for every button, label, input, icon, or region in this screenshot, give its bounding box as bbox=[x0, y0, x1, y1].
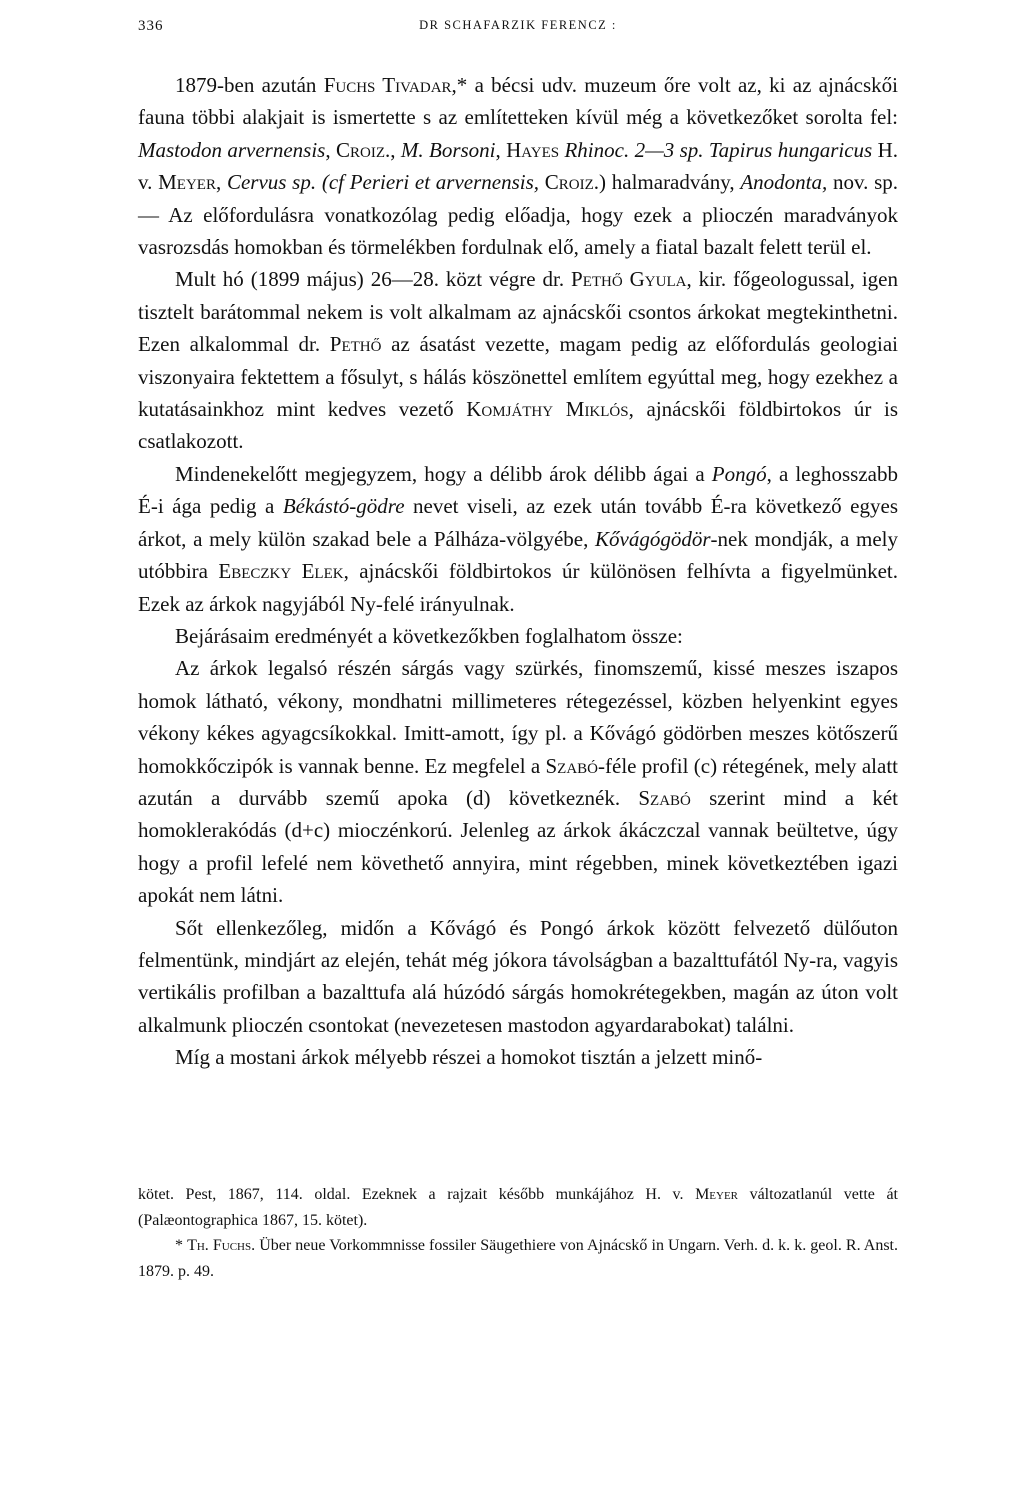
text-run: ,* a bécsi udv. muzeum őre volt az, ki az ajnácskői fauna többi alakjait is ismertette s az említetteken kívül még a következőket sorolta fel: bbox=[138, 73, 898, 130]
text-run: Mindenekelőtt megjegyzem, hogy a délibb árok délibb ágai a bbox=[175, 461, 712, 486]
text-run: 1879-ben azután bbox=[175, 73, 324, 97]
place-name: Kővágógödör bbox=[595, 526, 711, 551]
author-name: Szabó bbox=[545, 753, 599, 778]
place-name: Pongó bbox=[711, 461, 767, 486]
paragraph-2 bbox=[138, 263, 898, 457]
text-run: , bbox=[215, 170, 227, 195]
text-run: -féle profil (c) rétegének, mely alatt azután a durvább szemű apoka (d) következnék. bbox=[138, 753, 899, 810]
author-name: Szabó bbox=[638, 785, 691, 810]
author-name: Pethő Gyula bbox=[571, 267, 687, 292]
text-run: , bbox=[495, 137, 507, 162]
author-name: Fuchs Tivadar bbox=[323, 73, 452, 97]
author-name: Croiz bbox=[335, 137, 385, 162]
text-run: , bbox=[325, 137, 336, 162]
author-name: Meyer bbox=[695, 1186, 739, 1203]
author-name: Komjáthy Miklós bbox=[466, 397, 629, 422]
taxon-name: Rhinoc. 2—3 sp. Tapirus hungaricus bbox=[564, 137, 873, 162]
taxon-name: Cervus sp. (cf Perieri et arvernensis, bbox=[226, 170, 540, 195]
text-run: .) halmaradvány, bbox=[593, 170, 741, 195]
text-run: Az árkok legalsó részén sárgás vagy szürkés, finomszemű, kissé meszes iszapos homok látható, vékony, mondhatni millimeteres rétegezéssel, közben helyenkint egyes vékony kékes agyagcsíkokkal. Imitt-amott, így pl. a Kővágó gödörben meszes kötőszerű homokkőczipók is vannak benne. Ez megfelel a bbox=[138, 656, 898, 778]
text-run: ., bbox=[385, 137, 401, 162]
text-run: az ásatást vezette, magam pedig az előfordulás geologiai viszonyaira fektettem a fősulyt, s hálás köszönettel említem egyúttal meg, hogy ezekhez a kutatásainkhoz mint kedves vezető bbox=[138, 332, 898, 422]
author-name: Meyer bbox=[158, 170, 216, 195]
author-name: Croiz bbox=[544, 170, 594, 195]
page-header bbox=[138, 18, 898, 44]
paragraph-1 bbox=[138, 69, 898, 263]
author-name: Ebeczky Elek bbox=[218, 559, 344, 584]
text-run: , kir. főgeologussal, igen tisztelt barátommal nekem is volt alkalmam az ajnácskői csontos árkokat megtekinthetni. Ezen alkalommal dr. bbox=[138, 267, 898, 357]
footnote-continuation bbox=[138, 1182, 898, 1233]
paragraph-4: Bejárásaim eredményét a következőkben foglalhatom össze: bbox=[175, 623, 683, 648]
author-name: Pethő bbox=[329, 332, 382, 357]
text-run: változatlanúl vette át (Palæontographica 1867, 15. kötet). bbox=[138, 1186, 898, 1229]
text-run: nov. sp. — Az előfordulásra vonatkozólag pedig előadja, hogy ezek a plioczén maradványok vasrozsdás homokban és törmelékben fordulnak elő, amely a fiatal bazalt felett terül el. bbox=[138, 170, 898, 260]
footnote-marker: * bbox=[175, 1237, 188, 1254]
footnote-star bbox=[138, 1233, 898, 1284]
text-run: Mult hó (1899 május) 26—28. közt végre dr. bbox=[175, 267, 572, 292]
text-run: , ajnácskői földbirtokos úr is csatlakozott. bbox=[138, 397, 899, 454]
text-run: szerint mind a két homoklerakódás (d+c) mioczénkorú. Jelenleg az árkok ákáczczal vannak beültetve, úgy hogy a profil lefelé nem követhető annyira, mint régebben, minek következtében igazi apokát nem látni. bbox=[138, 785, 899, 908]
paragraph-3 bbox=[138, 458, 898, 620]
text-run: , a leghosszabb É-i ága pedig a bbox=[138, 461, 898, 519]
text-run: , ajnácskői földbirtokos úr különösen felhívta a figyelmünket. Ezek az árkok nagyjából Ny-felé irányulnak. bbox=[138, 559, 898, 616]
taxon-name: Anodonta, bbox=[740, 170, 828, 195]
text-run: kötet. Pest, 1867, 114. oldal. Ezeknek a rajzait később munkájához H. v. bbox=[138, 1186, 696, 1203]
text-run: -nek mondják, a mely utóbbira bbox=[138, 526, 898, 584]
paragraph-7: Míg a mostani árkok mélyebb részei a homokot tisztán a jelzett minő- bbox=[175, 1045, 763, 1070]
text-run: H. v. bbox=[138, 137, 899, 195]
paragraph-6: Sőt ellenkezőleg, midőn a Kővágó és Pongó árkok között felvezető dülőuton felmentünk, mindjárt az elején, tehát még jókora távolságban a bazalttufától Ny-ra, vagyis vertikális profilban a bazalttufa alá húzódó sárgás homokrétegekben, magán az úton volt alkalmunk plioczén csontokat (nevezetesen mastodon agyardarabokat) találni. bbox=[138, 915, 898, 1037]
footnotes bbox=[138, 1182, 898, 1284]
author-name: Hayes bbox=[506, 137, 560, 162]
page-number: 336 bbox=[138, 18, 164, 34]
place-name: Békástó-gödre bbox=[282, 494, 405, 519]
text-run: . Über neue Vorkommnisse fossiler Säugethiere von Ajnácskő in Ungarn. Verh. d. k. k. geol. R. Anst. 1879. p. 49. bbox=[138, 1237, 899, 1280]
taxon-name: Mastodon arvernensis bbox=[138, 137, 326, 162]
taxon-name: M. Borsoni bbox=[400, 137, 496, 162]
author-name: Th. Fuchs bbox=[187, 1237, 252, 1254]
running-head: DR SCHAFARZIK FERENCZ : bbox=[419, 18, 617, 32]
main-text bbox=[138, 69, 898, 1074]
text-run: nevet viseli, az ezek után tovább É-ra következő egyes árkot, a mely külön szakad bele a Pálháza-völgyébe, bbox=[138, 494, 898, 551]
paragraph-5 bbox=[138, 652, 898, 911]
